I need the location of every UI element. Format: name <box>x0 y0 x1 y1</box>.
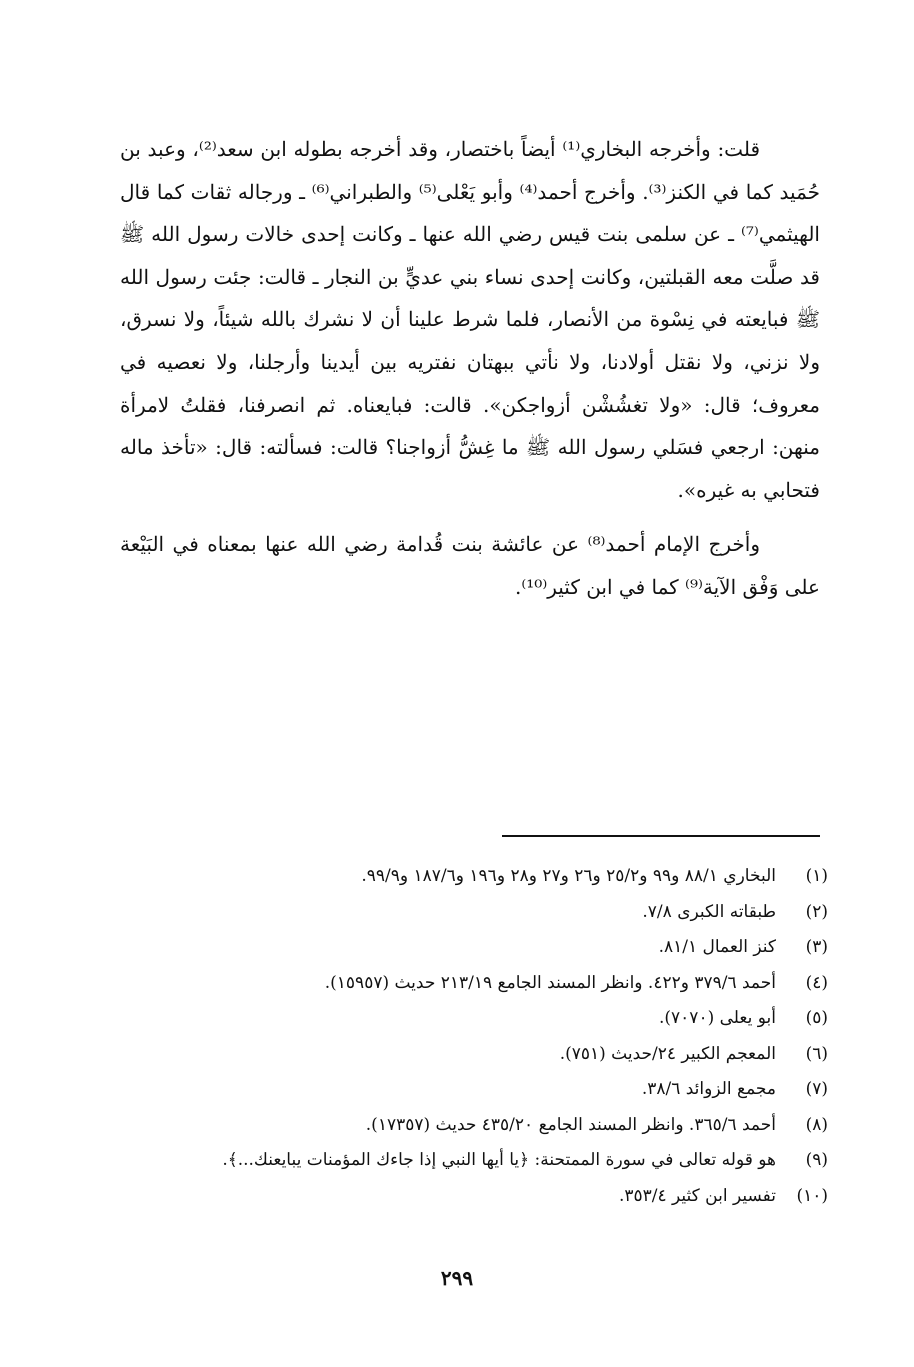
footnote-text: طبقاته الكبرى ٧/٨. <box>642 901 776 922</box>
footnote-number: (٣) <box>805 937 828 957</box>
footnote-number: (٧) <box>805 1079 828 1099</box>
footnote <box>128 896 828 928</box>
footnote-number: (٢) <box>805 901 828 922</box>
main-text <box>120 128 820 609</box>
footnote <box>128 1038 828 1070</box>
footnote-number: (١) <box>805 866 828 886</box>
footnote-text: أبو يعلى (٧٠٧٠). <box>659 1008 776 1028</box>
footnote <box>128 967 828 999</box>
footnote-text: أحمد ٣٧٩/٦ و٤٢٢. وانظر المسند الجامع ٢١٣/١٩ حديث (١٥٩٥٧). <box>324 972 776 993</box>
footnote <box>128 1109 828 1141</box>
footnote-text: هو قوله تعالى في سورة الممتحنة: ﴿يا أيها النبي إذا جاءك المؤمنات يبايعنك...﴾. <box>222 1150 776 1170</box>
footnote-text: أحمد ٣٦٥/٦. وانظر المسند الجامع ٤٣٥/٢٠ حديث (١٧٣٥٧). <box>365 1114 776 1135</box>
footnote-text: المعجم الكبير ٢٤/حديث (٧٥١). <box>559 1043 776 1064</box>
footnote-number: (٦) <box>805 1043 828 1064</box>
footnote-number: (٤) <box>805 972 828 993</box>
footnote <box>128 1002 828 1034</box>
footnote-number: (٩) <box>805 1150 828 1170</box>
footnote-number: (١٠) <box>796 1185 828 1206</box>
footnote <box>128 1180 828 1212</box>
footnote-text: مجمع الزوائد ٣٨/٦. <box>641 1079 776 1099</box>
footnote-text: البخاري ٨٨/١ و٩٩ و٢٥/٢ و٢٦ و٢٧ و٢٨ و١٩٦ و١٨٧/٦ و٩٩/٩. <box>361 866 776 886</box>
footnote <box>128 860 828 892</box>
paragraph-1: قلت: وأخرجه البخاري⁽¹⁾ أيضاً باختصار، وقد أخرجه بطوله ابن سعد⁽²⁾، وعبد بن حُمَيد كما في الكنز⁽³⁾. وأخرج أحمد⁽⁴⁾ وأبو يَعْلى⁽⁵⁾ والطبراني⁽⁶⁾ ـ ورجاله ثقات كما قال الهيثمي⁽⁷⁾ ـ عن سلمى بنت قيس رضي الله عنها ـ وكانت إحدى خالات رسول الله ﷺ قد صلَّت معه القبلتين، وكانت إحدى نساء بني عديٍّ بن النجار ـ قالت: جئت رسول الله ﷺ فبايعته في نِسْوة من الأنصار، فلما شرط علينا أن لا نشرك بالله شيئاً، ولا نسرق، ولا نزني، ولا نقتل أولادنا، ولا نأتي ببهتان نفتريه بين أيدينا وأرجلنا، ولا نعصيه في معروف؛ قال: «ولا تغشُشْن أزواجكن». قالت: فبايعناه. ثم انصرفنا، فقلتُ لامرأة منهن: ارجعي فسَلي رسول الله ﷺ ما غِشُّ أزواجنا؟ قالت: فسألته: قال: «تأخذ ماله فتحابي به غيره». <box>120 137 820 502</box>
footnote-text: تفسير ابن كثير ٣٥٣/٤. <box>618 1185 776 1206</box>
footnote-number: (٨) <box>805 1114 828 1135</box>
footnote-text: كنز العمال ٨١/١. <box>658 937 776 957</box>
footnote <box>128 1144 828 1176</box>
footnotes <box>128 860 828 1215</box>
page-number: ٢٩٩ <box>440 1266 474 1290</box>
footnote <box>128 931 828 963</box>
paragraph-2: وأخرج الإمام أحمد⁽⁸⁾ عن عائشة بنت قُدامة رضي الله عنها بمعناه في البَيْعة على وَفْق الآية⁽⁹⁾ كما في ابن كثير⁽¹⁰⁾. <box>120 532 820 599</box>
footnote-separator <box>502 835 820 837</box>
footnote <box>128 1073 828 1105</box>
footnote-number: (٥) <box>805 1008 828 1028</box>
